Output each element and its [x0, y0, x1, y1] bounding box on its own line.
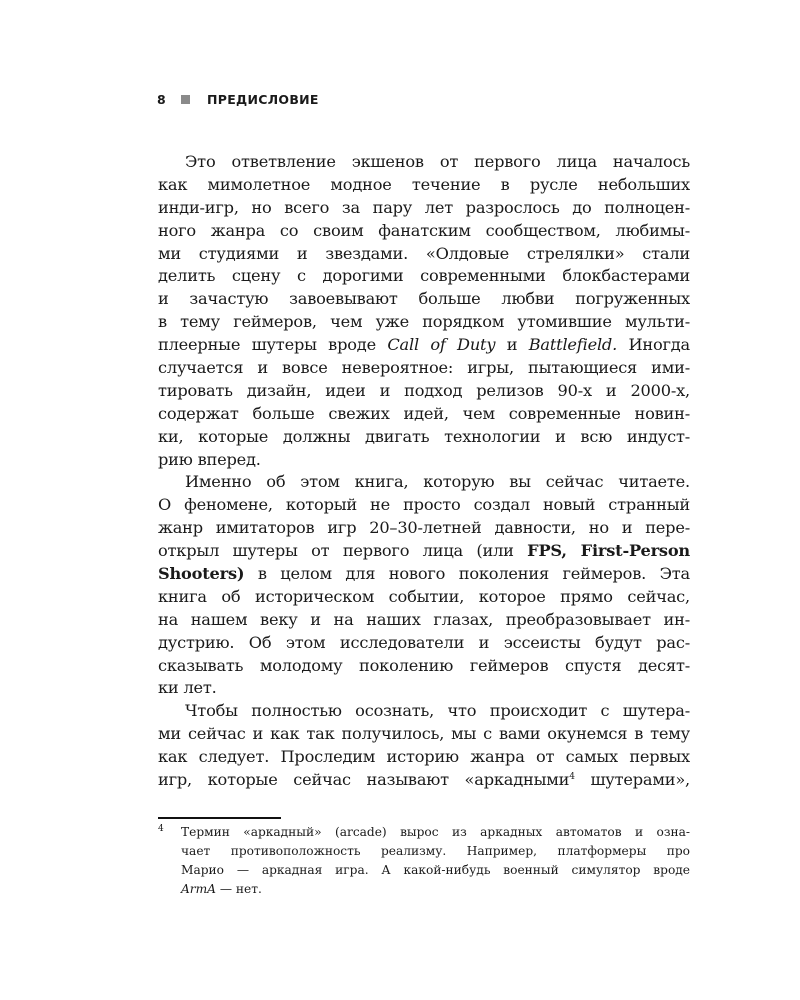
text-line [158, 265, 690, 288]
text-run: ки, которые должны двигать технологии и всю индуст- [158, 426, 690, 446]
text-run: как мимолетное модное течение в русле небольших [158, 174, 690, 194]
header-separator-square [181, 95, 190, 104]
text-run: — нет. [216, 882, 262, 896]
text-run: книга об историческом событии, которое прямо сейчас, [158, 586, 690, 606]
text-run: как следует. Проследим историю жанра от самых первых [158, 747, 690, 767]
text-line [158, 357, 690, 380]
text-run: Call of Duty [387, 335, 496, 355]
text-run: открыл шутеры от первого лица (или [158, 541, 528, 561]
text-line [158, 426, 690, 449]
text-line [158, 540, 690, 563]
body-text [158, 151, 690, 792]
text-line [158, 632, 690, 655]
text-run: делить сцену с дорогими современными блокбастерами [158, 266, 690, 286]
text-line [158, 494, 690, 517]
paragraph [158, 151, 690, 471]
text-line [158, 288, 690, 311]
page-number: 8 [157, 92, 166, 107]
text-run: на нашем веку и на наших глазах, преобразовывает ин- [158, 609, 690, 629]
text-line [158, 471, 690, 494]
footnote [158, 823, 690, 899]
text-run: инди-игр, но всего за пару лет разрослось до полноцен- [158, 197, 690, 217]
text-run: и зачастую завоевывают больше любви погруженных [158, 289, 690, 309]
text-run: тировать дизайн, идеи и подход релизов 90-х и 2000-х, [158, 380, 690, 400]
text-run: случается и вовсе невероятное: игры, пытающиеся ими- [158, 358, 690, 378]
text-run: О феномене, который не просто создал новый странный [158, 495, 690, 515]
text-line [158, 449, 690, 472]
text-run: Марио — аркадная игра. А какой-нибудь военный симулятор вроде [181, 863, 690, 877]
text-line [158, 563, 690, 586]
text-run: в целом для нового поколения геймеров. Эта [244, 564, 690, 584]
text-line [158, 197, 690, 220]
footnote-number: 4 [158, 824, 164, 834]
text-run: FPS, First-Person [527, 541, 691, 561]
text-line [158, 700, 690, 723]
footnote-line [181, 861, 690, 880]
section-title: ПРЕДИСЛОВИЕ [207, 92, 319, 107]
text-run: ного жанра со своим фанатским сообществом, любимы- [158, 220, 690, 240]
text-line [158, 403, 690, 426]
text-line [158, 151, 690, 174]
paragraph [158, 700, 690, 792]
text-line [158, 380, 690, 403]
text-run: ми студиями и звездами. «Олдовые стрелялки» стали [158, 243, 690, 263]
text-line [158, 655, 690, 678]
text-run: чает противоположность реализму. Например, платформеры про [181, 844, 690, 858]
text-run: Термин «аркадный» (arcade) вырос из аркадных автоматов и озна- [181, 825, 690, 839]
text-line [158, 677, 690, 700]
text-line [158, 174, 690, 197]
text-run: Иногда [617, 335, 690, 355]
text-run: дустрию. Об этом исследователи и эссеисты будут рас- [158, 632, 690, 652]
footnote-rule [158, 817, 281, 819]
text-line [158, 334, 690, 357]
running-header [157, 92, 319, 107]
text-run: ArmA [181, 882, 216, 896]
text-line [158, 746, 690, 769]
text-run: ки лет. [158, 678, 217, 698]
text-run: Battlefield. [528, 335, 618, 355]
text-run: и [495, 335, 529, 355]
footnote-reference[interactable]: 4 [569, 772, 575, 783]
text-line [158, 609, 690, 632]
footnote-line [181, 823, 690, 842]
text-run: Shooters) [158, 564, 245, 584]
text-line [158, 586, 690, 609]
text-line [158, 517, 690, 540]
paragraph [158, 471, 690, 700]
text-line [158, 243, 690, 266]
text-run: шутерами», [574, 770, 690, 790]
text-line [158, 311, 690, 334]
text-run: ми сейчас и как так получилось, мы с вами окунемся в тему [158, 724, 690, 744]
text-run: рию вперед. [158, 449, 261, 469]
text-line [158, 220, 690, 243]
text-run: плеерные шутеры вроде [158, 335, 388, 355]
footnote-line [181, 880, 690, 899]
text-run: в тему геймеров, чем уже порядком утомившие мульти- [158, 312, 690, 332]
text-run: игр, которые сейчас называют «аркадными [158, 770, 570, 790]
text-line [158, 723, 690, 746]
text-run: Чтобы полностью осознать, что происходит с шутера- [185, 701, 690, 721]
text-run: жанр имитаторов игр 20–30-летней давности, но и пере- [158, 518, 690, 538]
text-run: Это ответвление экшенов от первого лица началось [185, 152, 690, 171]
text-line [158, 769, 690, 792]
footnote-line [181, 842, 690, 861]
text-run: сказывать молодому поколению геймеров спустя десят- [158, 655, 690, 675]
text-run: Именно об этом книга, которую вы сейчас читаете. [185, 472, 690, 492]
text-run: содержат больше свежих идей, чем современные новин- [158, 403, 690, 423]
